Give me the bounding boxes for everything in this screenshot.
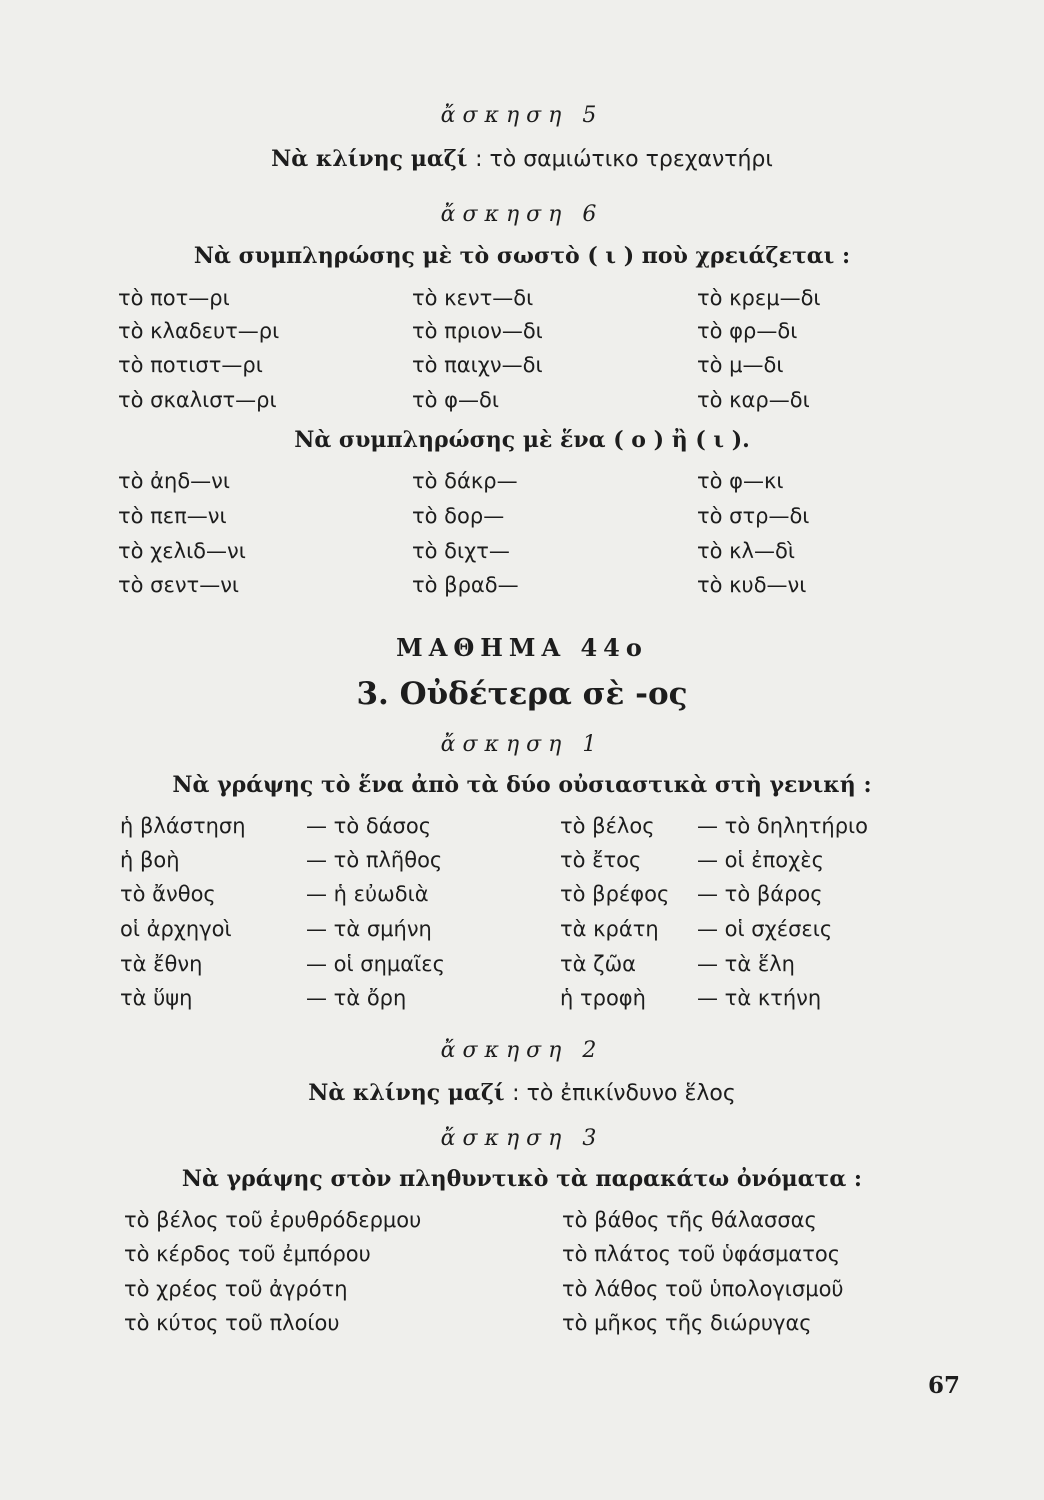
grid2-cell: τὸ κυδ—νι xyxy=(697,573,807,597)
ex1-cell: τὸ ἄνθος xyxy=(120,882,216,906)
ex3-cell: τὸ μῆκος τῆς διώρυγας xyxy=(562,1311,812,1335)
ex1-cell: ἡ βοὴ xyxy=(120,848,180,872)
exercise-1-instruction: Νὰ γράψης τὸ ἕνα ἀπὸ τὰ δύο οὐσιαστικὰ στὴ γενική : xyxy=(172,772,872,798)
ex1-cell: τὰ ὕψη xyxy=(120,986,193,1010)
grid1-cell: τὸ μ—δι xyxy=(697,353,784,377)
grid1-cell: τὸ φρ—δι xyxy=(697,319,798,343)
grid2-cell: τὸ στρ—δι xyxy=(697,504,810,528)
exercise-6-instruction-1: Νὰ συμπληρώσης μὲ τὸ σωστὸ ( ι ) ποὺ χρειάζεται : xyxy=(193,243,851,269)
grid1-cell: τὸ κρεμ—δι xyxy=(697,286,821,310)
exercise-2-instruction xyxy=(0,1080,1044,1106)
ex1-cell: — τὸ δηλητήριο xyxy=(697,814,868,838)
grid1-cell: τὸ πριον—δι xyxy=(412,319,543,343)
grid2-cell: τὸ κλ—δὶ xyxy=(697,539,795,563)
ex3-cell: τὸ κέρδος τοῦ ἐμπόρου xyxy=(124,1242,371,1266)
exercise-2-title: ἄσκηση 2 xyxy=(440,1038,604,1063)
grid2-cell: τὸ διχτ— xyxy=(412,539,510,563)
ex1-cell: — τὰ σμήνη xyxy=(306,917,432,941)
ex3-cell: τὸ βάθος τῆς θάλασσας xyxy=(562,1208,817,1232)
page-number: 67 xyxy=(928,1372,961,1399)
exercise-6-title: ἄσκηση 6 xyxy=(440,202,604,227)
ex3-cell: τὸ πλάτος τοῦ ὑφάσματος xyxy=(562,1242,841,1266)
ex3-cell: τὸ βέλος τοῦ ἐρυθρόδερμου xyxy=(124,1208,422,1232)
ex1-cell: ἡ βλάστηση xyxy=(120,814,246,838)
exercise-2-instruction-rest: : τὸ ἐπικίνδυνο ἕλος xyxy=(512,1081,736,1106)
exercise-2-instruction-bold: Νὰ κλίνης μαζί xyxy=(308,1080,505,1106)
ex1-cell: — τὸ δάσος xyxy=(306,814,432,838)
ex1-cell: τὰ ἔθνη xyxy=(120,952,203,976)
section-title: 3. Οὐδέτερα σὲ -ος xyxy=(356,676,688,712)
ex1-cell: οἱ ἀρχηγοὶ xyxy=(120,917,232,941)
ex3-cell: τὸ λάθος τοῦ ὑπολογισμοῦ xyxy=(562,1277,844,1301)
exercise-5-title: ἄσκηση 5 xyxy=(440,103,604,128)
ex1-cell: ἡ τροφὴ xyxy=(560,986,646,1010)
grid1-cell: τὸ παιχν—δι xyxy=(412,353,543,377)
grid2-cell: τὸ σεντ—νι xyxy=(118,573,240,597)
ex1-cell: — οἱ σχέσεις xyxy=(697,917,833,941)
ex1-cell: τὸ βέλος xyxy=(560,814,655,838)
grid2-cell: τὸ δορ— xyxy=(412,504,505,528)
lesson-title: ΜΑΘΗΜΑ 44ο xyxy=(396,633,648,662)
exercise-6-instruction-2: Νὰ συμπληρώσης μὲ ἕνα ( ο ) ἢ ( ι ). xyxy=(294,427,750,453)
ex1-cell: τὸ ἔτος xyxy=(560,848,642,872)
ex1-cell: — οἱ ἐποχὲς xyxy=(697,848,824,872)
grid2-cell: τὸ χελιδ—νι xyxy=(118,539,246,563)
ex1-cell: — τὰ ἕλη xyxy=(697,952,795,976)
grid2-cell: τὸ πεπ—νι xyxy=(118,504,227,528)
exercise-1-title: ἄσκηση 1 xyxy=(440,732,604,757)
ex1-cell: — τὸ βάρος xyxy=(697,882,823,906)
grid2-cell: τὸ βραδ— xyxy=(412,573,519,597)
grid1-cell: τὸ ποτιστ—ρι xyxy=(118,353,263,377)
ex1-cell: — ἡ εὐωδιὰ xyxy=(306,882,429,906)
exercise-3-instruction: Νὰ γράψης στὸν πληθυντικὸ τὰ παρακάτω ὀνόματα : xyxy=(181,1166,863,1192)
grid2-cell: τὸ φ—κι xyxy=(697,469,784,493)
grid1-cell: τὸ κλαδευτ—ρι xyxy=(118,319,280,343)
ex3-cell: τὸ χρέος τοῦ ἀγρότη xyxy=(124,1277,348,1301)
ex1-cell: τὰ ζῶα xyxy=(560,952,637,976)
ex1-cell: — τὰ κτήνη xyxy=(697,986,822,1010)
grid1-cell: τὸ φ—δι xyxy=(412,388,499,412)
grid1-cell: τὸ κεντ—δι xyxy=(412,286,534,310)
exercise-3-title: ἄσκηση 3 xyxy=(440,1126,604,1151)
grid1-cell: τὸ ποτ—ρι xyxy=(118,286,230,310)
grid1-cell: τὸ καρ—δι xyxy=(697,388,810,412)
grid2-cell: τὸ ἀηδ—νι xyxy=(118,469,231,493)
ex1-cell: τὸ βρέφος xyxy=(560,882,670,906)
ex1-cell: τὰ κράτη xyxy=(560,917,659,941)
exercise-5-instruction-rest: : τὸ σαμιώτικο τρεχαντήρι xyxy=(475,147,773,172)
ex1-cell: — τὸ πλῆθος xyxy=(306,848,443,872)
grid2-cell: τὸ δάκρ— xyxy=(412,469,518,493)
ex1-cell: — οἱ σημαῖες xyxy=(306,952,445,976)
exercise-5-instruction xyxy=(0,146,1044,172)
grid1-cell: τὸ σκαλιστ—ρι xyxy=(118,388,277,412)
ex3-cell: τὸ κύτος τοῦ πλοίου xyxy=(124,1311,340,1335)
exercise-5-instruction-bold: Νὰ κλίνης μαζί xyxy=(271,146,468,172)
ex1-cell: — τὰ ὄρη xyxy=(306,986,407,1010)
